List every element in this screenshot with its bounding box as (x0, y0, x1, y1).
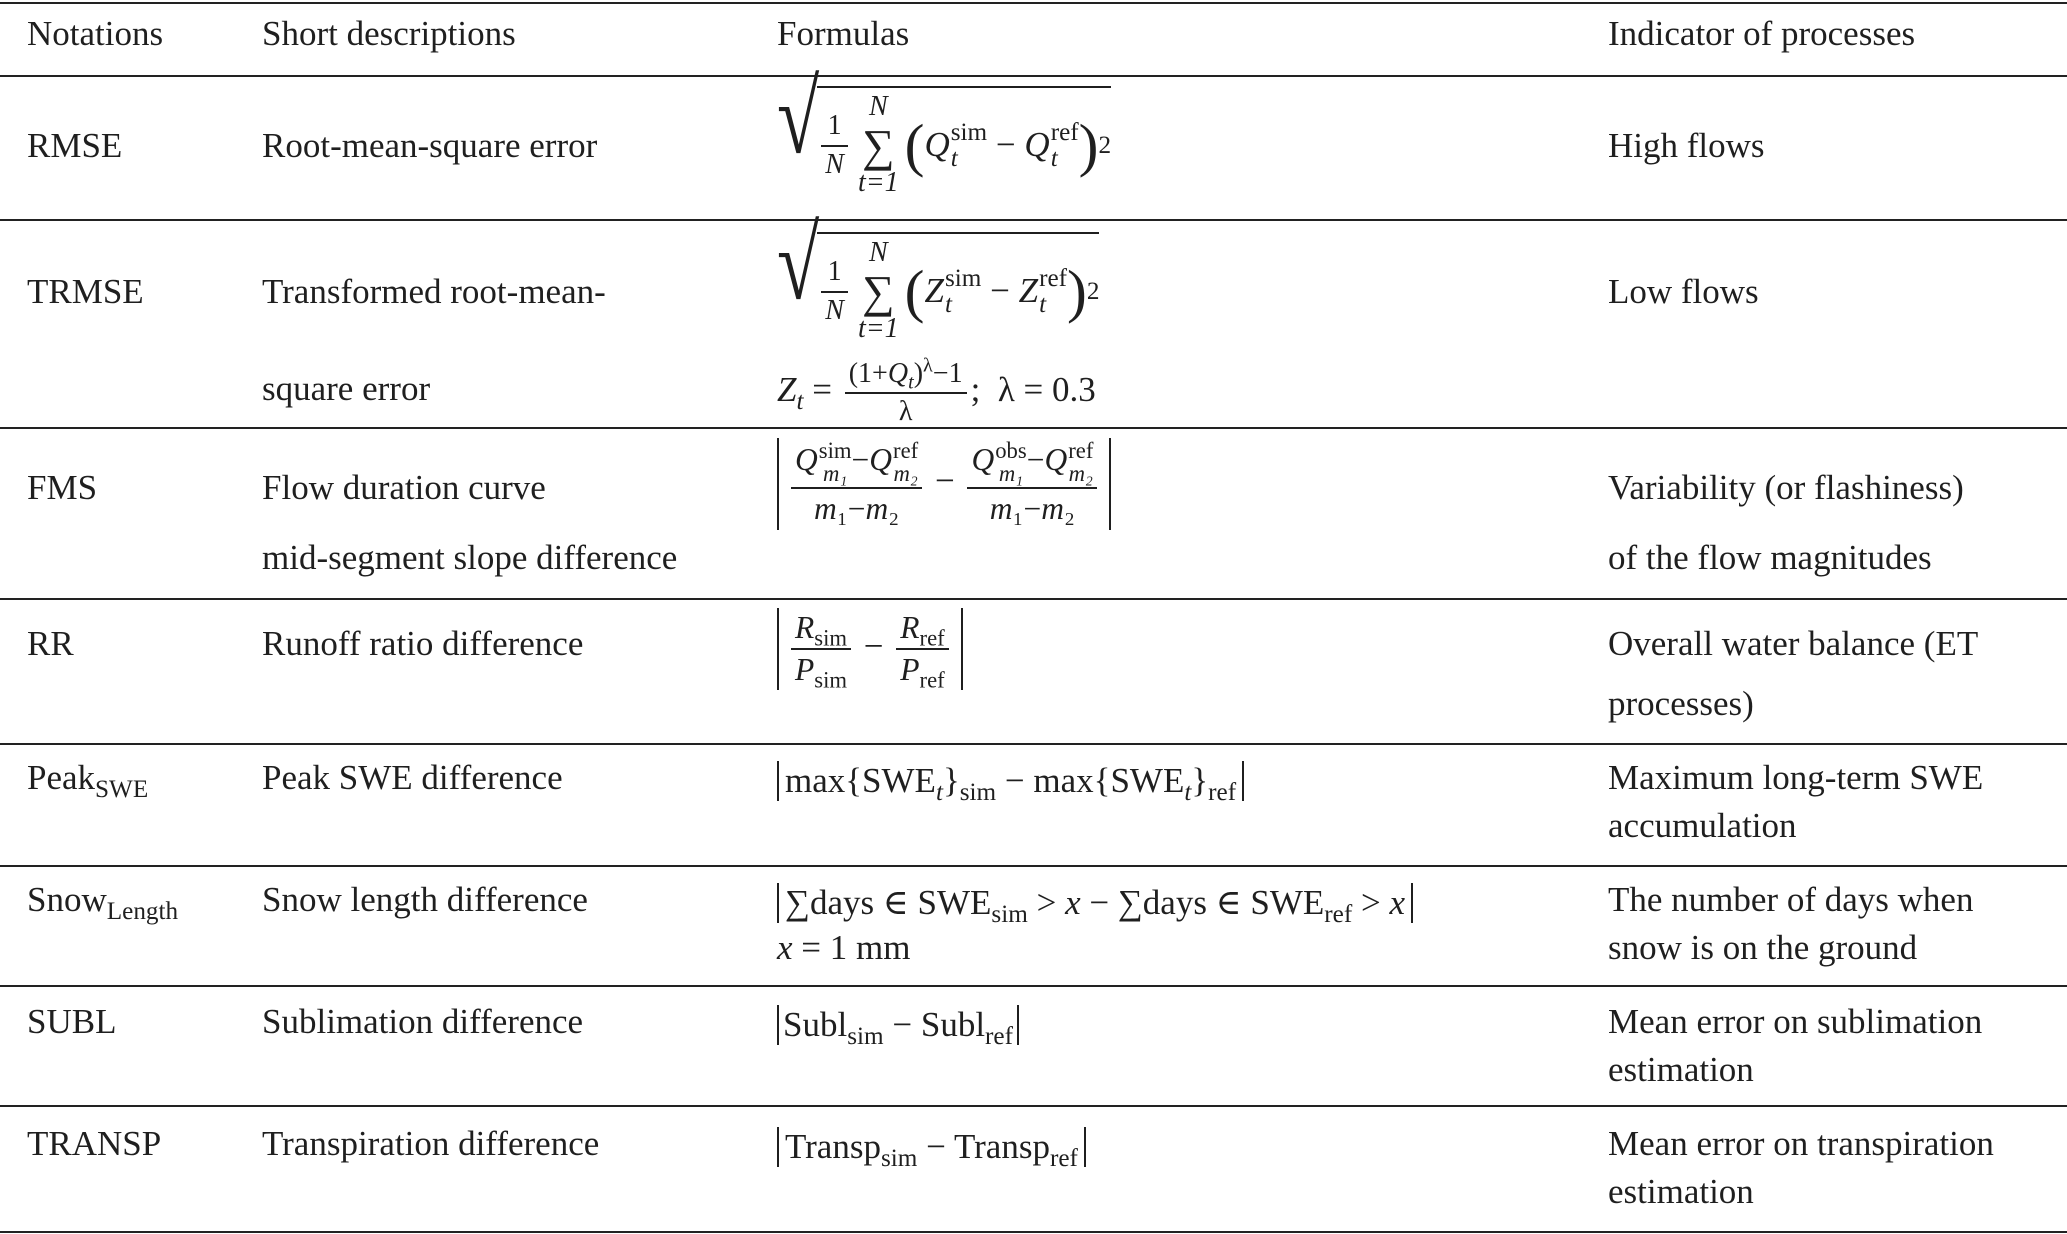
indicator-transp-line2: estimation (1608, 1172, 1754, 1211)
formula-trmse-transform: $Z_t$ = $\frac{(1+Q_t)^\lambda-1}{\lambda}$ ; λ = 0.3 (777, 354, 1096, 428)
header-formulas: Formulas (777, 14, 910, 53)
indicator-snow-length-line1: The number of days when (1608, 880, 1974, 919)
description-peak-swe: Peak SWE difference (262, 758, 563, 797)
formula-snow-length-threshold: x = 1 mm (777, 928, 911, 967)
formula-rmse: √ $\frac{1}{N}$ N ∑ t=1 ( Q sim t − Q ref t ) 2 (777, 59, 1112, 199)
row-divider (0, 219, 2067, 221)
formula-fms: Q sim m₁ −Q ref m₂ m₁−m₂ − Q obs m₁ −Q ref m₂ m₁−m₂ (777, 438, 1111, 530)
row-divider (0, 865, 2067, 867)
header-notations: Notations (27, 14, 164, 53)
notation-peak-swe (27, 758, 149, 803)
indicator-peak-swe-line2: accumulation (1608, 806, 1797, 845)
formula-peak-swe: $\max\{SWE_t\}_{sim} - \max\{SWE_t\}_{ref}$ (777, 758, 1244, 801)
description-rr: Runoff ratio difference (262, 624, 584, 663)
header-indicator: Indicator of processes (1608, 14, 1916, 53)
notation-rr: RR (27, 624, 74, 663)
formula-snow-length: ∑days ∈ $SWE_{sim} > x$ − ∑days ∈ $SWE_{ref} > x$ (777, 880, 1413, 923)
notation-snow-length (27, 880, 179, 925)
description-snow-length: Snow length difference (262, 880, 588, 919)
row-divider (0, 985, 2067, 987)
indicator-transp-line1: Mean error on transpiration (1608, 1124, 1994, 1163)
header-short-descriptions: Short descriptions (262, 14, 516, 53)
notation-peak-swe-subscript: SWE (95, 776, 149, 803)
notation-rmse: RMSE (27, 126, 123, 165)
notation-subl: SUBL (27, 1002, 117, 1041)
indicator-fms-line2: of the flow magnitudes (1608, 538, 1932, 577)
notation-transp: TRANSP (27, 1124, 162, 1163)
indicator-subl-line2: estimation (1608, 1050, 1754, 1089)
row-divider (0, 598, 2067, 600)
row-divider (0, 743, 2067, 745)
header-rule (0, 75, 2067, 77)
description-fms-line1: Flow duration curve (262, 468, 546, 507)
row-divider (0, 1105, 2067, 1107)
formula-transp: Transp$_{sim}$ − Transp$_{ref}$ (777, 1124, 1086, 1167)
formula-trmse: √ $\frac{1}{N}$ N ∑ t=1 ( Z sim t − Z ref t ) 2 (777, 205, 1100, 345)
notation-fms: FMS (27, 468, 98, 507)
description-transp: Transpiration difference (262, 1124, 600, 1163)
indicator-rr-line1: Overall water balance (ET (1608, 624, 1979, 663)
indicator-snow-length-line2: snow is on the ground (1608, 928, 1918, 967)
indicator-trmse: Low flows (1608, 272, 1759, 311)
indicator-rr-line2: processes) (1608, 684, 1754, 723)
description-trmse-line1: Transformed root-mean- (262, 272, 606, 311)
formula-subl: Subl$_{sim}$ − Subl$_{ref}$ (777, 1002, 1019, 1045)
notation-peak-swe-base: Peak (27, 758, 96, 797)
indicator-subl-line1: Mean error on sublimation (1608, 1002, 1983, 1041)
indicator-peak-swe-line1: Maximum long-term SWE (1608, 758, 1984, 797)
description-trmse-line2: square error (262, 369, 431, 408)
indicator-rmse: High flows (1608, 126, 1765, 165)
description-fms-line2: mid-segment slope difference (262, 538, 678, 577)
formula-rr: $\frac{R_{sim}}{P_{sim}}$ − $\frac{R_{ref}}{P_{ref}}$ (777, 608, 963, 690)
notation-trmse: TRMSE (27, 272, 144, 311)
description-subl: Sublimation difference (262, 1002, 584, 1041)
notation-snow-length-subscript: Length (106, 898, 179, 925)
table-bottom-rule (0, 1231, 2067, 1233)
notation-snow-length-base: Snow (27, 880, 107, 919)
indicator-fms-line1: Variability (or flashiness) (1608, 468, 1964, 507)
table-top-rule (0, 2, 2067, 4)
description-rmse: Root-mean-square error (262, 126, 598, 165)
